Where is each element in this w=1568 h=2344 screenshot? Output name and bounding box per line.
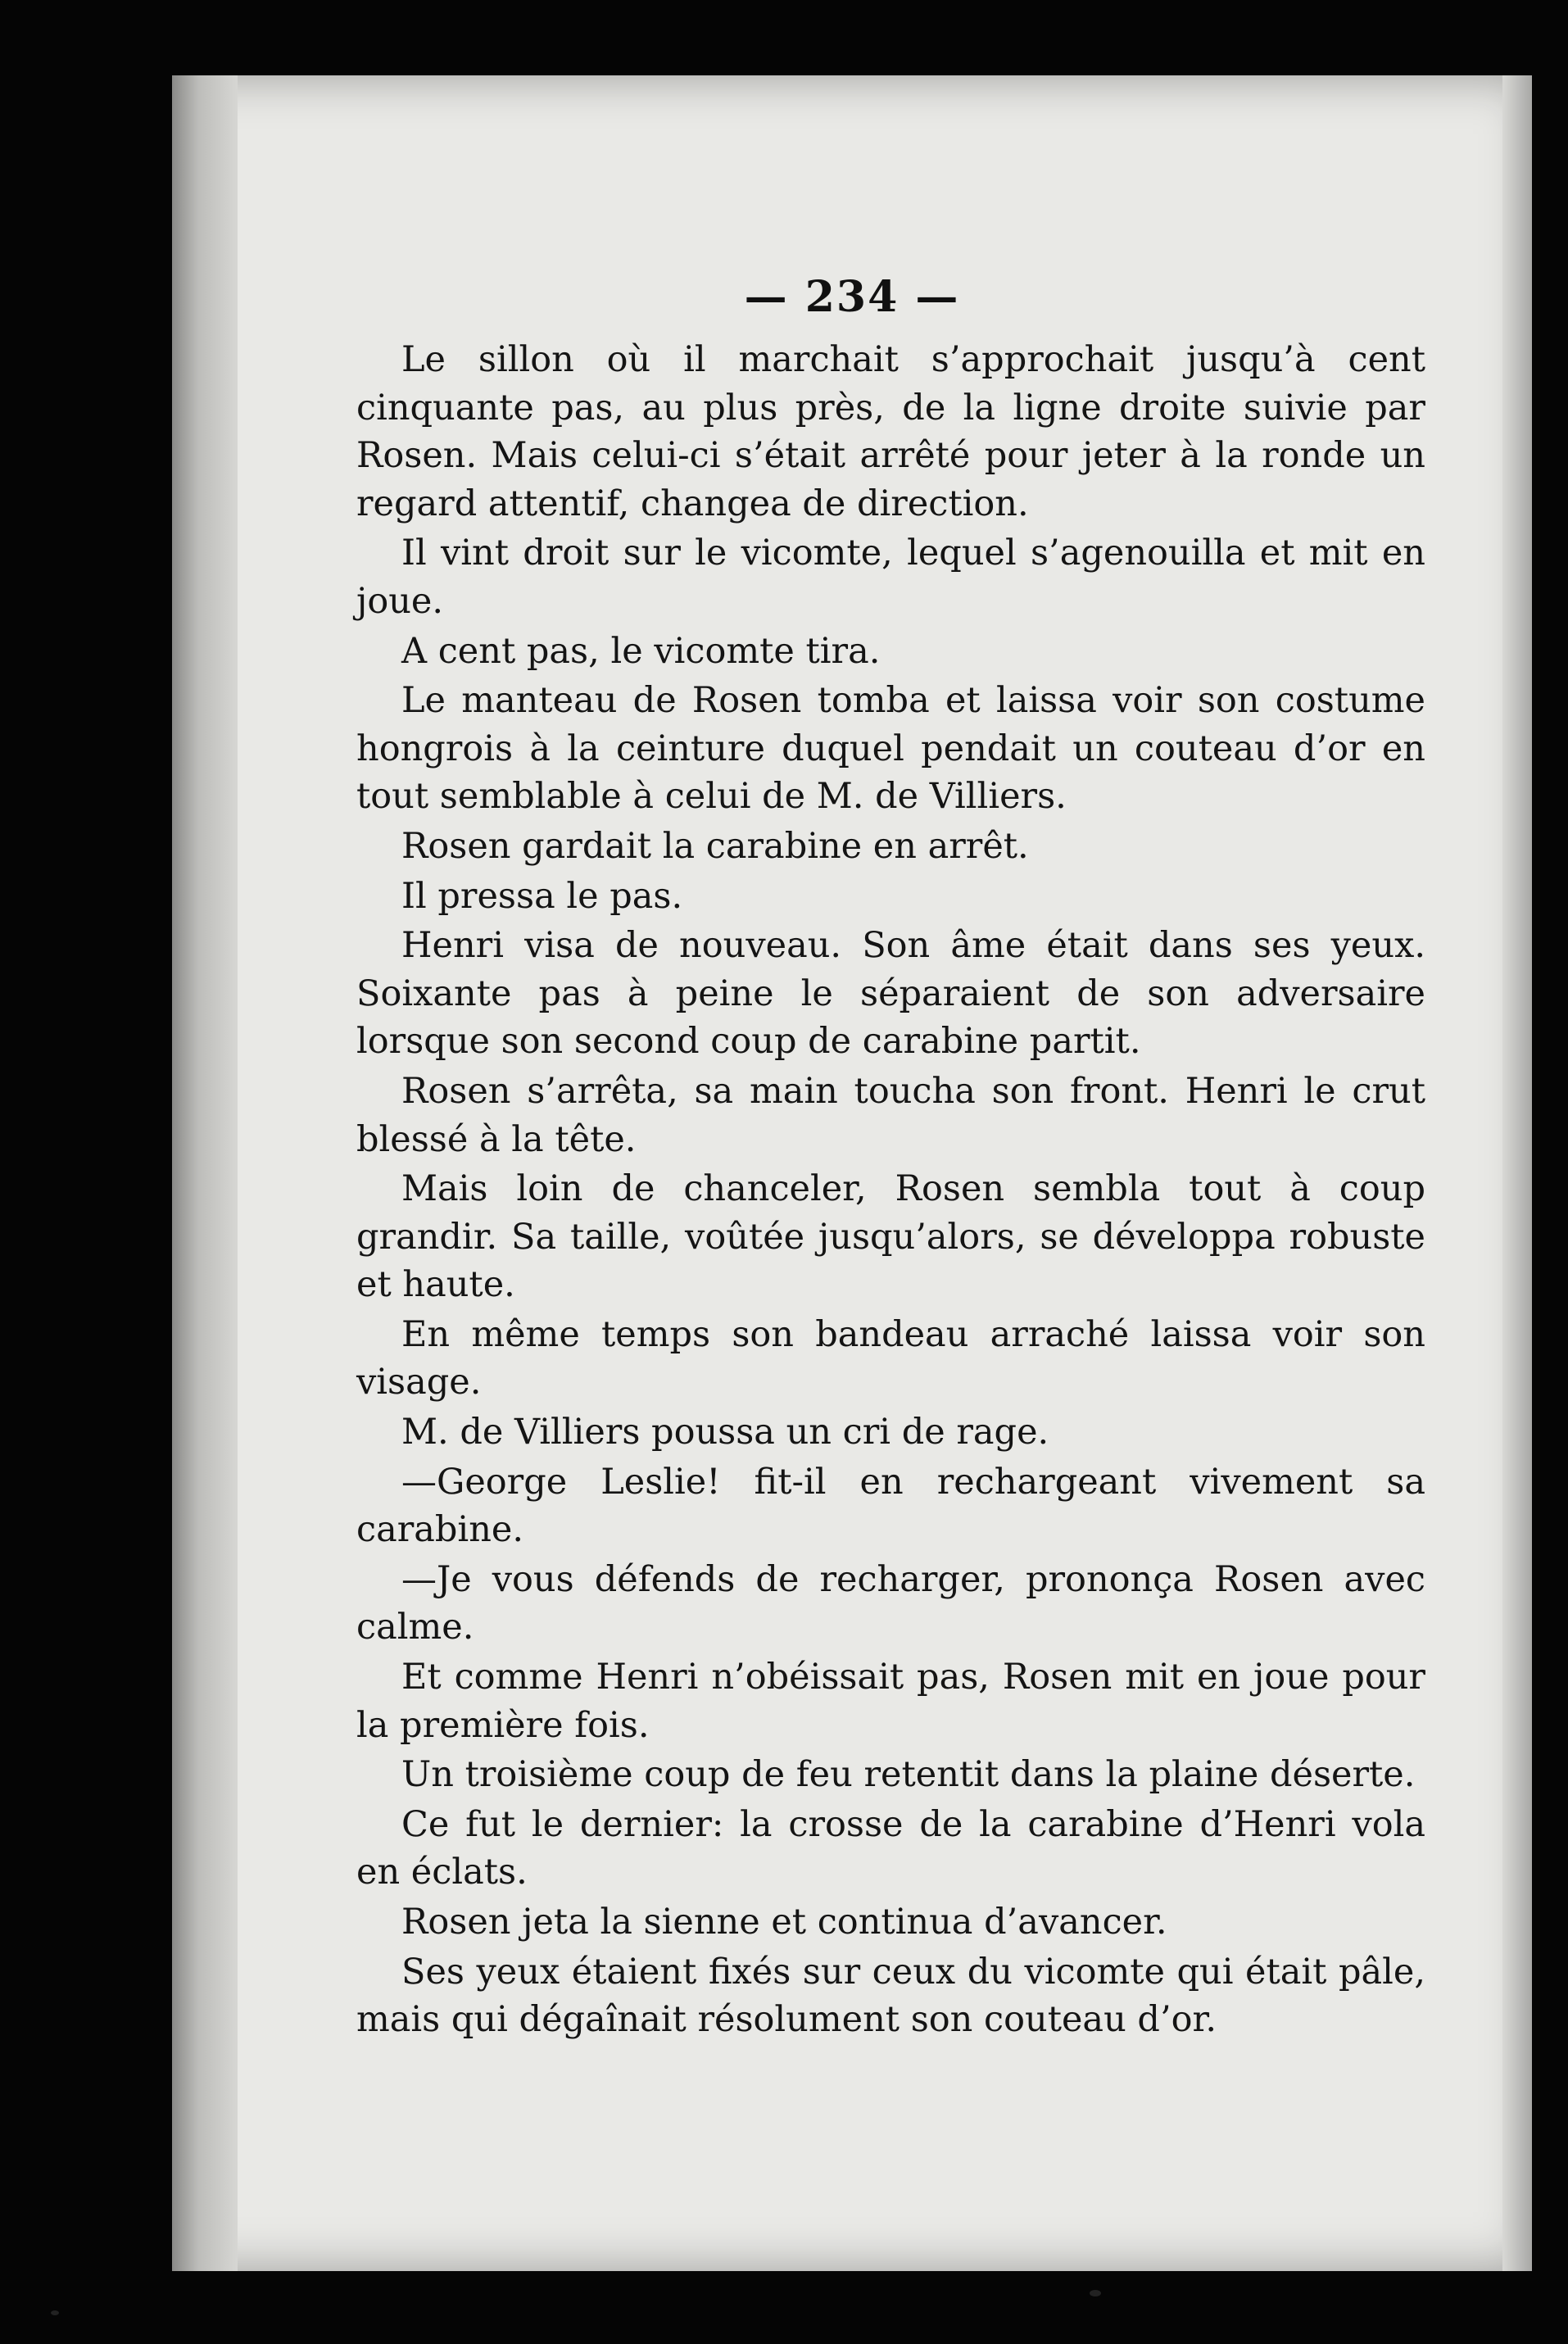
paragraph: En même temps son bandeau arraché laissa voir son visage. bbox=[356, 1313, 1425, 1403]
paragraph: Le sillon où il marchait s’approchait jusqu’à cent cinquante pas, au plus près, de la ligne droite suivie par Rosen. Mais celui-ci s’était arrêté pour jeter à la ronde un regard attentif, changea de direction. bbox=[356, 339, 1425, 524]
paragraph: Le manteau de Rosen tomba et laissa voir son costume hongrois à la ceinture duquel pendait un couteau d’or en tout semblable à celui de M. de Villiers. bbox=[356, 680, 1425, 818]
paragraph: Ce fut le dernier: la crosse de la carabine d’Henri vola en éclats. bbox=[356, 1803, 1425, 1893]
paragraph: Il vint droit sur le vicomte, lequel s’agenouilla et mit en joue. bbox=[356, 533, 1425, 622]
paragraph: Un troisième coup de feu retentit dans la plaine déserte. bbox=[401, 1754, 1416, 1796]
paragraph: —Je vous défends de recharger, prononça Rosen avec calme. bbox=[356, 1558, 1425, 1648]
body-text bbox=[356, 336, 1425, 2046]
paragraph: A cent pas, le vicomte tira. bbox=[401, 630, 881, 672]
ink-smudge bbox=[1090, 2290, 1101, 2296]
paragraph: Mais loin de chanceler, Rosen sembla tout à coup grandir. Sa taille, voûtée jusqu’alors, se développa robuste et haute. bbox=[356, 1168, 1425, 1306]
paragraph: Il pressa le pas. bbox=[401, 875, 683, 917]
paragraph: Henri visa de nouveau. Son âme était dans ses yeux. Soixante pas à peine le séparaient de son adversaire lorsque son second coup de carabine partit. bbox=[356, 925, 1425, 1063]
page-number: — 234 — bbox=[744, 272, 960, 322]
paragraph: M. de Villiers poussa un cri de rage. bbox=[401, 1412, 1049, 1453]
paragraph: Ses yeux étaient fixés sur ceux du vicomte qui était pâle, mais qui dégaînait résolument son couteau d’or. bbox=[356, 1951, 1425, 2041]
paragraph: Rosen s’arrêta, sa main toucha son front. Henri le crut blessé à la tête. bbox=[356, 1070, 1425, 1160]
ink-smudge bbox=[51, 2310, 59, 2315]
book-page bbox=[172, 75, 1532, 2271]
paragraph: —George Leslie! fit-il en rechargeant vivement sa carabine. bbox=[356, 1461, 1425, 1551]
page-right-edge bbox=[1502, 75, 1532, 2271]
paragraph: Et comme Henri n’obéissait pas, Rosen mit en joue pour la première fois. bbox=[356, 1657, 1425, 1746]
page-spine-shadow bbox=[172, 75, 238, 2271]
paragraph: Rosen jeta la sienne et continua d’avancer. bbox=[401, 1902, 1167, 1943]
paragraph: Rosen gardait la carabine en arrêt. bbox=[401, 825, 1029, 867]
